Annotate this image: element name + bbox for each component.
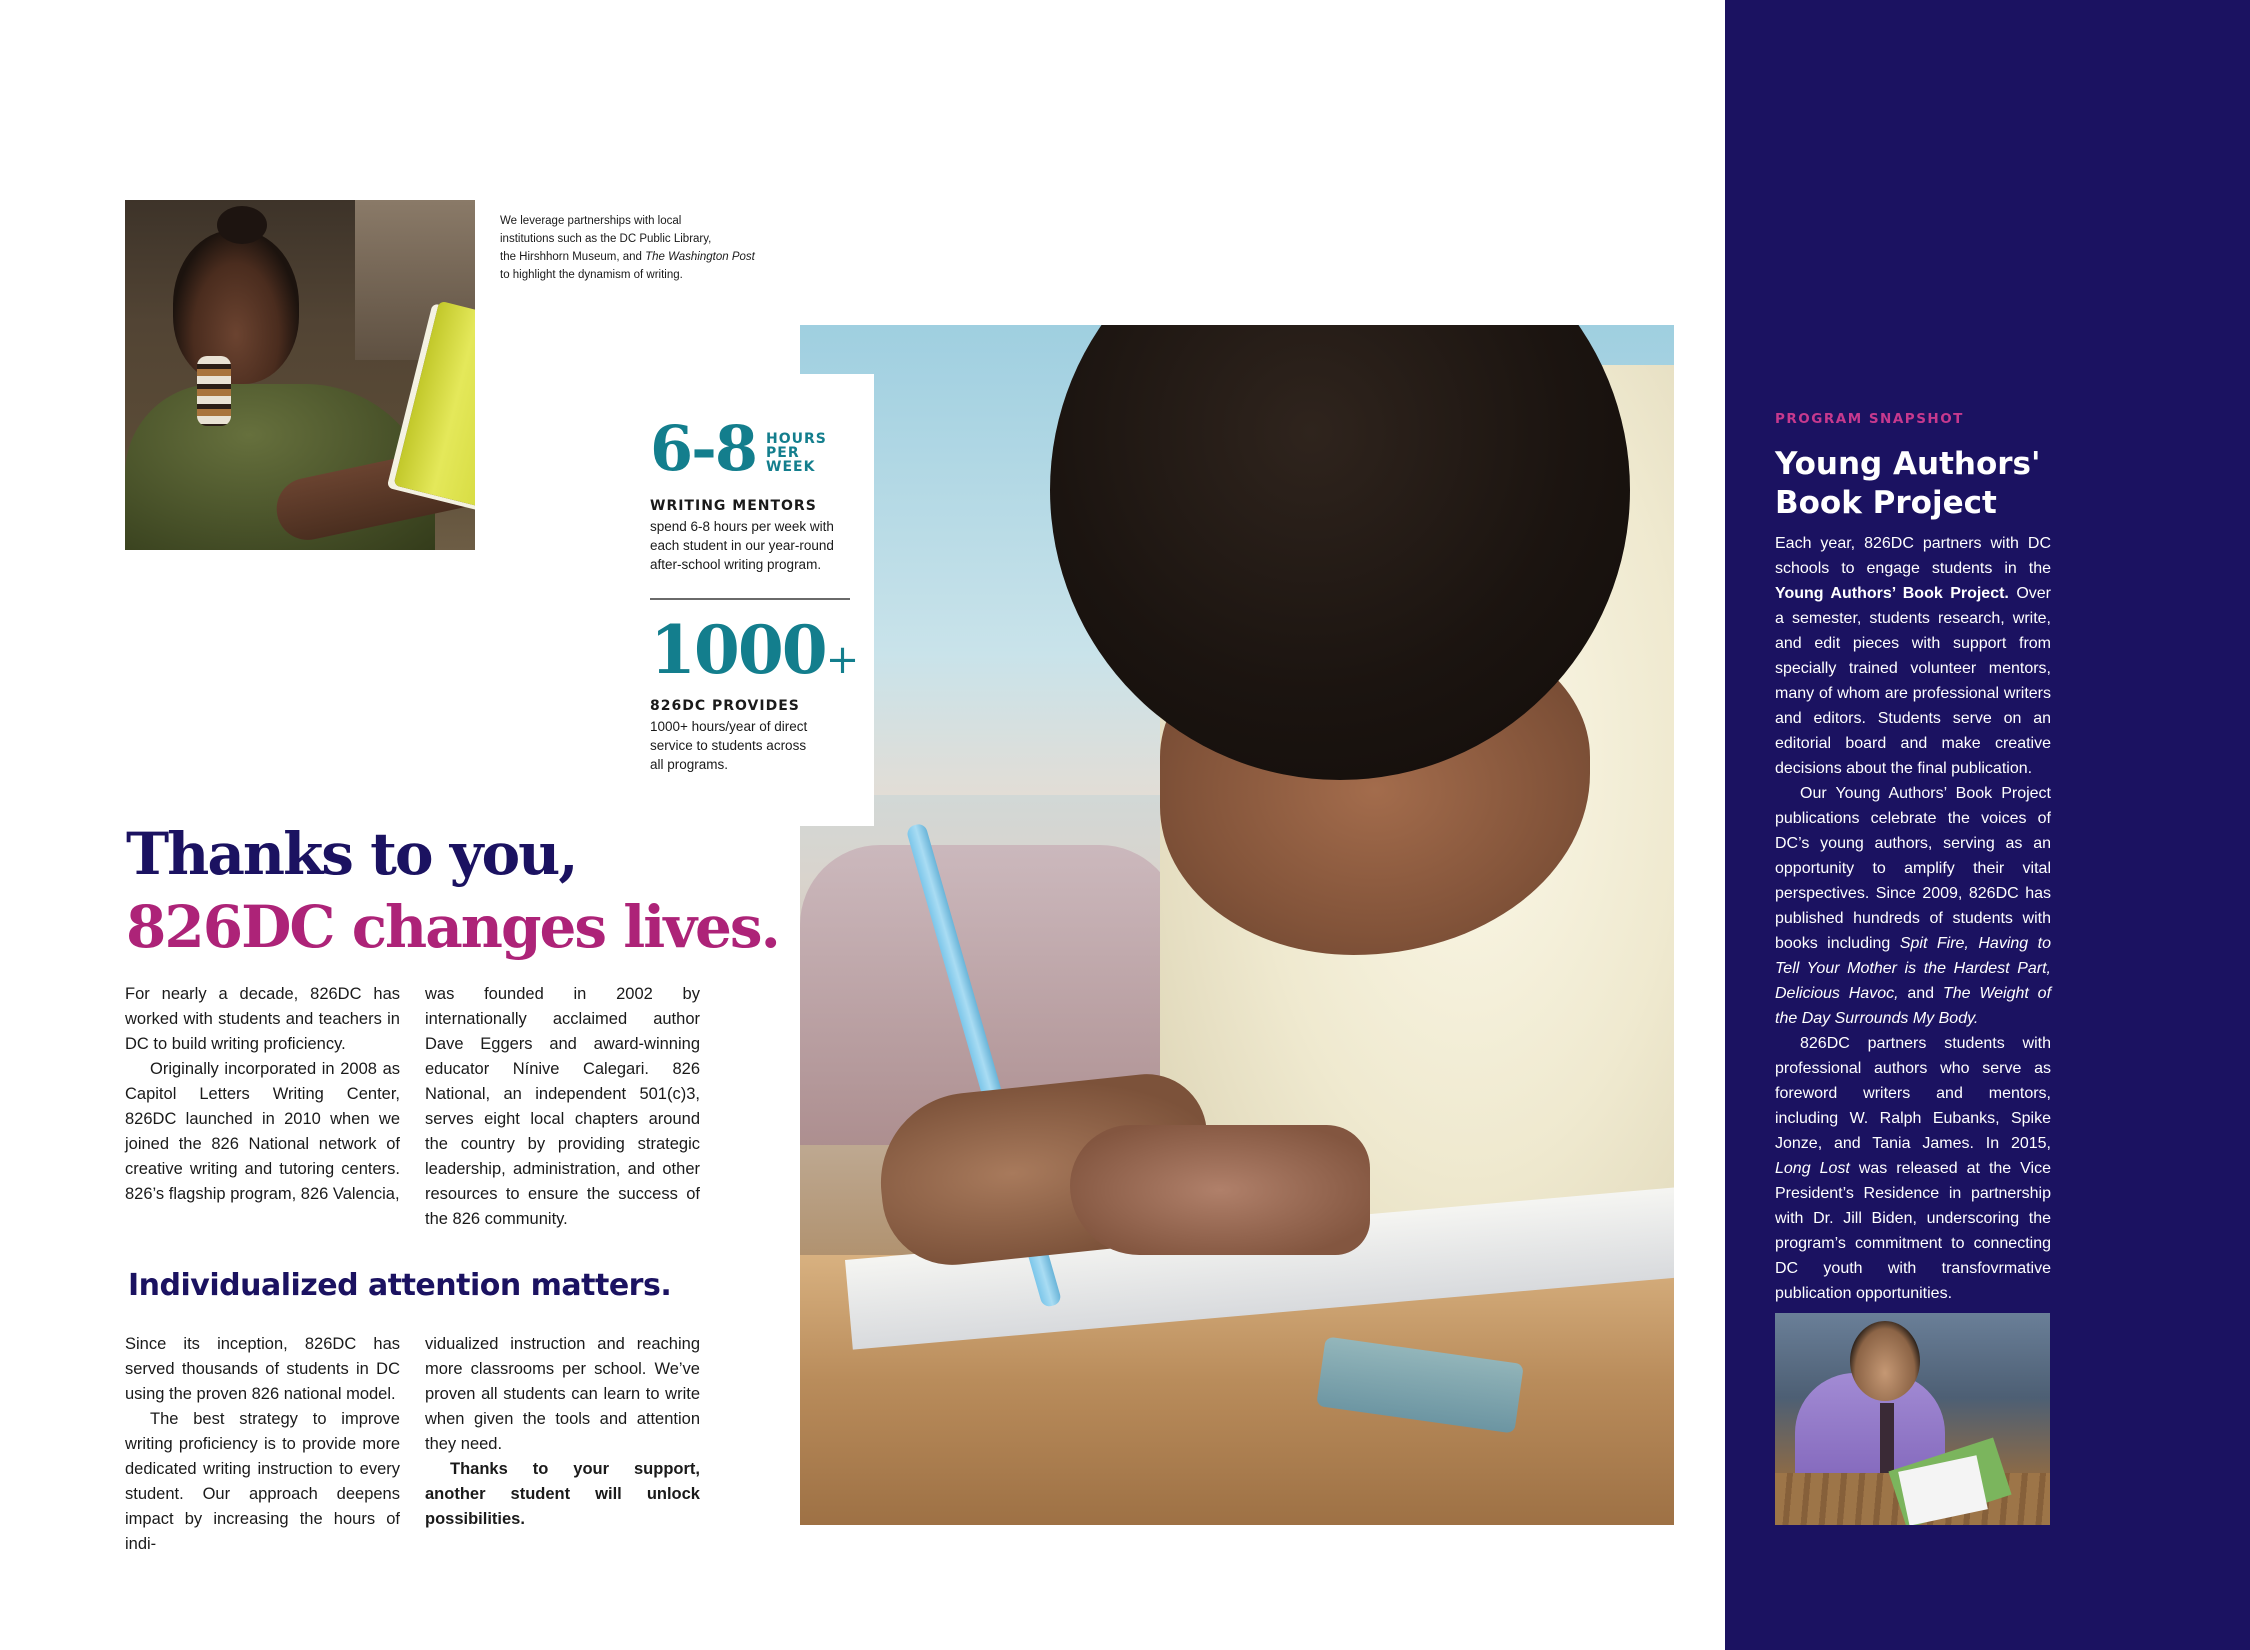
intro-column-1: For nearly a decade, 826DC has worked with students and teachers in DC to build writing proficiency. Originally incorporated in 2008 as Capitol Letters Writing Center, 826DC launched in 2010 when we joined the 826 National network of creative writing and tutoring centers. 826’s flagship program, 826 Valencia, <box>125 985 400 1203</box>
stat-service-text: 1000+ hours/year of direct service to students across all programs. <box>650 719 808 772</box>
attention-column-2: vidualized instruction and reaching more classrooms per school. We’ve proven all students can learn to write when given the tools and attention they need. Thanks to your support, another student will unlock possibilities. <box>425 1335 700 1528</box>
intro-column-2: was founded in 2002 by internationally acclaimed author Dave Eggers and award-winning educator Nínive Calegari. 826 National, an independent 501(c)3, serves eight local chapters around the country by providing strategic leadership, administration, and other resources to ensure the success of the 826 community. <box>425 985 700 1228</box>
photo-caption: We leverage partnerships with local institutions such as the DC Public Library, the Hirshhorn Museum, and The Washington Post to highlight the dynamism of writing. <box>500 215 755 281</box>
stat-hours-text: spend 6-8 hours per week with each student in our year-round after-school writing program. <box>650 519 834 572</box>
sidebar-title: Young Authors' Book Project <box>1775 446 2041 521</box>
stat-divider <box>650 598 850 600</box>
stat-hours-label: WRITING MENTORS <box>650 498 817 514</box>
photo-girl-reading <box>125 200 475 550</box>
photo-boy-writing <box>800 325 1674 1525</box>
sidebar-eyebrow: PROGRAM SNAPSHOT <box>1775 411 1964 427</box>
attention-heading: Individualized attention matters. <box>128 1268 672 1303</box>
sidebar-body: Each year, 826DC partners with DC schools to engage students in the Young Authors’ Book Project. Over a semester, students research, write, and edit pieces with support from specially trained volunteer mentors, many of whom are professional writers and editors. Students serve on an editorial board and make creative decisions about the final publication. Our Young Authors’ Book Project publications celebrate the voices of DC’s young authors, serving as an opportunity to amplify their vital perspectives. Since 2009, 826DC has published hundreds of students with books including Spit Fire, Having to Tell Your Mother is the Hardest Part, Delicious Havoc, and The Weight of the Day Surrounds My Body. 826DC partners students with professional authors who serve as foreword writers and mentors, including W. Ralph Eubanks, Spike Jonze, and Tania James. In 2015, Long Lost was released at the Vice President’s Residence in partnership with Dr. Jill Biden, underscoring the program’s commitment to connecting DC youth with transfovrmative publication opportunities. <box>1775 535 2052 1302</box>
stats-panel <box>628 374 874 826</box>
stat-service-number: 1000+ <box>650 611 860 689</box>
attention-column-1: Since its inception, 826DC has served thousands of students in DC using the proven 826 national model. The best strategy to improve writing proficiency is to provide more dedicated writing instruction to every student. Our approach deepens impact by increasing the hours of indi- <box>125 1335 400 1553</box>
photo-boy-signing-book <box>1775 1313 2050 1525</box>
stat-service-label: 826DC PROVIDES <box>650 698 800 714</box>
stat-hours-unit: HOURS PER WEEK <box>766 431 827 475</box>
headline-line-2: 826DC changes lives. <box>126 893 779 961</box>
headline-line-1: Thanks to you, <box>126 820 577 888</box>
stat-hours-number: 6-8 <box>650 412 757 485</box>
